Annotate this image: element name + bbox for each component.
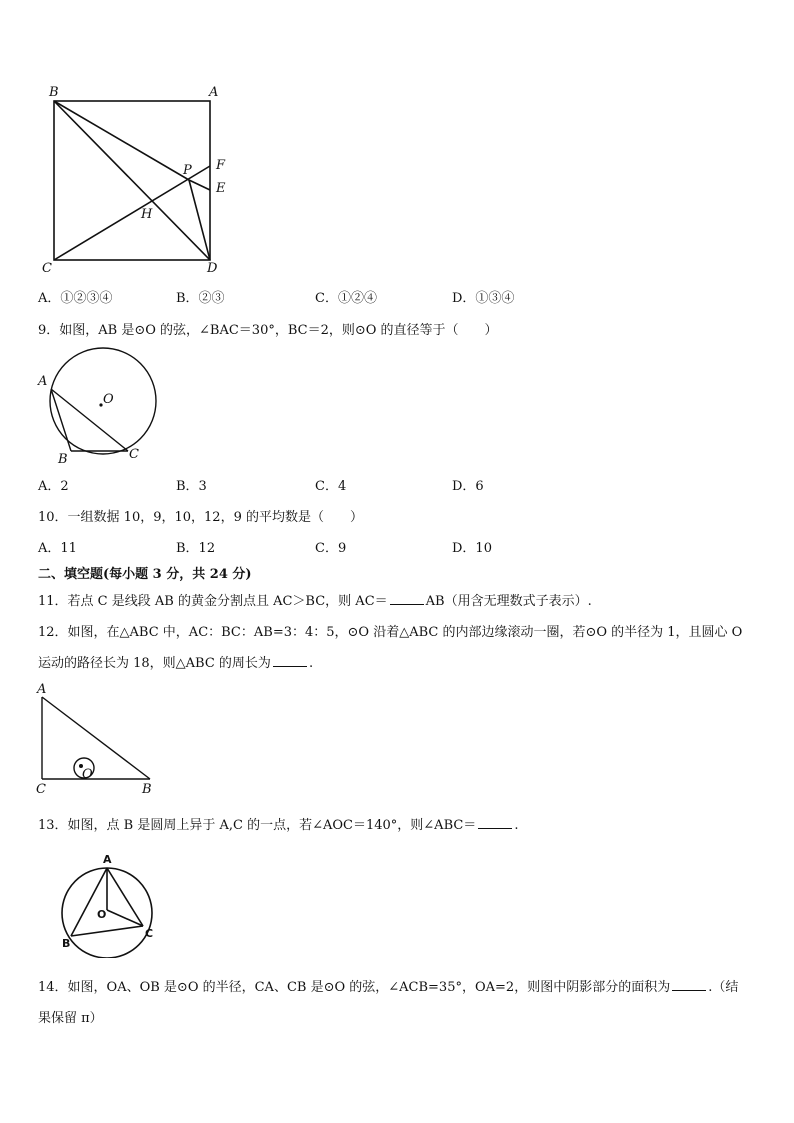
label-c: C [129, 447, 139, 462]
label-c: C [145, 927, 154, 940]
q12-stem-line1: 12．如图，在△ABC 中，AC：BC：AB=3：4：5，⊙O 沿着△ABC 的内部边缘滚动一圈，若⊙O 的半径为 1，且圆心 O [38, 625, 743, 640]
label-a: A [209, 85, 219, 100]
q10-option-a: A．11 [38, 541, 77, 556]
label-b: B [49, 85, 59, 100]
q9-stem: 9．如图，AB 是⊙O 的弦，∠BAC＝30°，BC＝2，则⊙O 的直径等于（ ） [38, 323, 498, 338]
q8-option-a: A．①②③④ [38, 291, 113, 306]
side-ab [42, 697, 150, 779]
q10-stem: 10．一组数据 10，9，10，12，9 的平均数是（ ） [38, 510, 363, 525]
q13-text-pre: 13．如图，点 B 是圆周上异于 A,C 的一点，若∠AOC＝140°，则∠ABC＝ [38, 818, 477, 833]
label-p: P [183, 163, 192, 178]
label-b: B [142, 782, 152, 797]
label-o: O [82, 767, 93, 782]
label-b: B [58, 452, 68, 467]
q10-option-d: D．10 [452, 541, 492, 556]
label-a: A [38, 374, 48, 389]
q8-figure [40, 80, 240, 280]
label-d: D [207, 261, 218, 276]
q12-text-pre: 运动的路径长为 18，则△ABC 的周长为 [38, 656, 271, 671]
q9-option-d: D．6 [452, 479, 484, 494]
chord-bc [71, 926, 143, 936]
label-c: C [36, 782, 46, 797]
q13-figure [55, 848, 165, 958]
label-b: B [62, 937, 71, 950]
q8-option-d: D．①③④ [452, 291, 515, 306]
label-h: H [141, 207, 153, 222]
q11-answer-blank[interactable] [390, 592, 424, 605]
q9-figure [30, 345, 170, 470]
q11-stem [38, 592, 592, 611]
q12-answer-blank[interactable] [273, 654, 307, 667]
label-e: E [216, 181, 226, 196]
q9-option-a: A．2 [38, 479, 69, 494]
label-c: C [42, 261, 52, 276]
q12-figure [30, 682, 160, 797]
q14-stem-line1 [38, 978, 738, 997]
label-o: O [103, 392, 114, 407]
label-a: A [37, 682, 47, 697]
label-a: A [103, 853, 112, 866]
q14-text-post: .（结 [708, 980, 739, 995]
chord-ab [71, 868, 107, 936]
chord-ac [51, 389, 128, 451]
q12-text-post: . [308, 656, 314, 671]
line-pe [189, 180, 210, 190]
section-title: 二、填空题(每小题 3 分，共 24 分) [38, 567, 252, 582]
q11-text-post: AB（用含无理数式子表示）. [425, 594, 592, 609]
line-bp [54, 101, 189, 180]
q9-option-c: C．4 [315, 479, 347, 494]
q10-option-c: C．9 [315, 541, 347, 556]
label-f: F [216, 158, 226, 173]
q11-text-pre: 11．若点 C 是线段 AB 的黄金分割点且 AC＞BC，则 AC＝ [38, 594, 388, 609]
q13-stem [38, 816, 518, 835]
q10-option-b: B．12 [176, 541, 216, 556]
q13-answer-blank[interactable] [478, 816, 512, 829]
q12-stem-line2 [38, 654, 313, 673]
label-o: O [97, 908, 107, 921]
q8-option-b: B．②③ [176, 291, 225, 306]
q14-answer-blank[interactable] [672, 978, 706, 991]
q8-option-c: C．①②④ [315, 291, 377, 306]
q14-text-pre: 14．如图，OA、OB 是⊙O 的半径，CA、CB 是⊙O 的弦，∠ACB=35°，OA=2，则图中阴影部分的面积为 [38, 980, 671, 995]
q13-text-post: . [514, 818, 519, 833]
line-pd [189, 180, 210, 260]
q14-stem-line2: 果保留 π） [38, 1011, 103, 1026]
q9-option-b: B．3 [176, 479, 207, 494]
